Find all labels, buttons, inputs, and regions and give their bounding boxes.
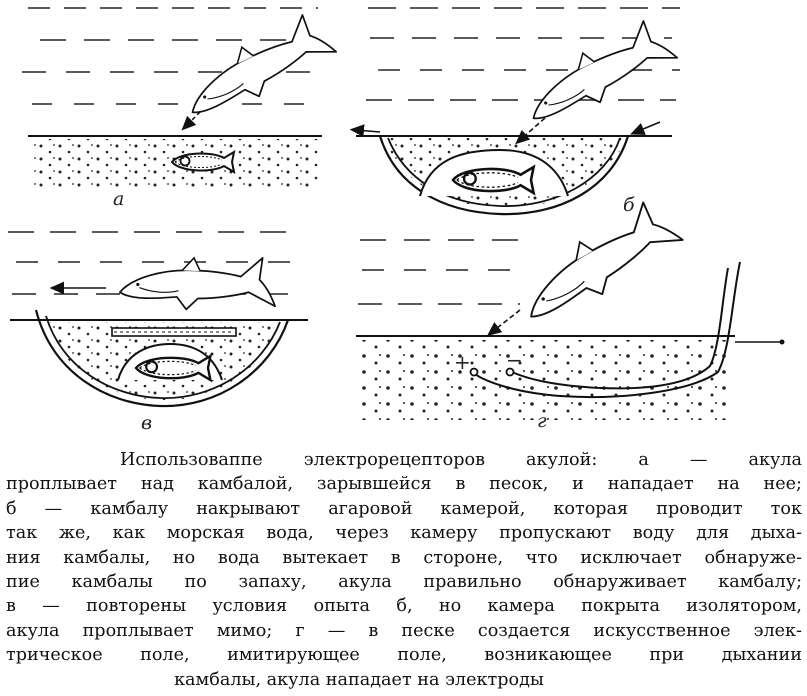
caption-line: б — камбалу накрывают агаровой камерой, которая проводит ток — [6, 498, 802, 519]
water-out-arrow-b — [356, 130, 380, 132]
attack-arrow-d — [492, 310, 520, 332]
caption-line: акула проплывает мимо; г — в песке создается искусственное элек- — [6, 620, 802, 641]
caption-line: пие камбалы по запаху, акула правильно обнаруживает камбалу; — [6, 572, 802, 593]
water-lines-d — [358, 240, 530, 304]
caption-line: так же, как морская вода, через камеру пропускают воду для дыха- — [6, 523, 802, 544]
panel-label-a: а — [113, 188, 125, 210]
caption-line: трическое поле, имитирующее поле, возникающее при дыхании — [6, 645, 802, 666]
caption-line: камбалы, акула нападает на электроды — [174, 669, 544, 690]
shark-a — [176, 9, 337, 127]
caption-line: Использоваппе электрорецепторов акулой: а — акула — [120, 450, 802, 470]
shark-b — [517, 15, 678, 133]
caption-line: проплывает над камбалой, зарывшейся в песок, и нападает на нее; — [6, 474, 802, 495]
panel-c — [8, 232, 308, 406]
caption-line: в — повторены условия опыта б, но камера покрыта изолятором, — [6, 596, 802, 617]
panel-d — [356, 195, 785, 420]
panel-a — [22, 8, 338, 187]
panel-label-b: б — [623, 194, 635, 216]
electrode-plus-label: + — [454, 350, 471, 374]
shark-d — [511, 195, 684, 332]
water-in-arrow-b — [636, 122, 660, 132]
electrode-minus-label: − — [506, 348, 523, 372]
caption-line: ния камбалы, но вода вытекает в стороне, что исключает обнаруже- — [6, 547, 802, 568]
shark-c — [120, 258, 275, 309]
electrode-plus — [471, 369, 478, 376]
sand-d — [362, 340, 732, 420]
panel-label-d: г — [537, 410, 547, 432]
panel-label-c: в — [141, 412, 153, 434]
attack-arrow-a — [186, 112, 200, 126]
panel-b — [356, 8, 680, 214]
figure-caption — [6, 448, 802, 692]
